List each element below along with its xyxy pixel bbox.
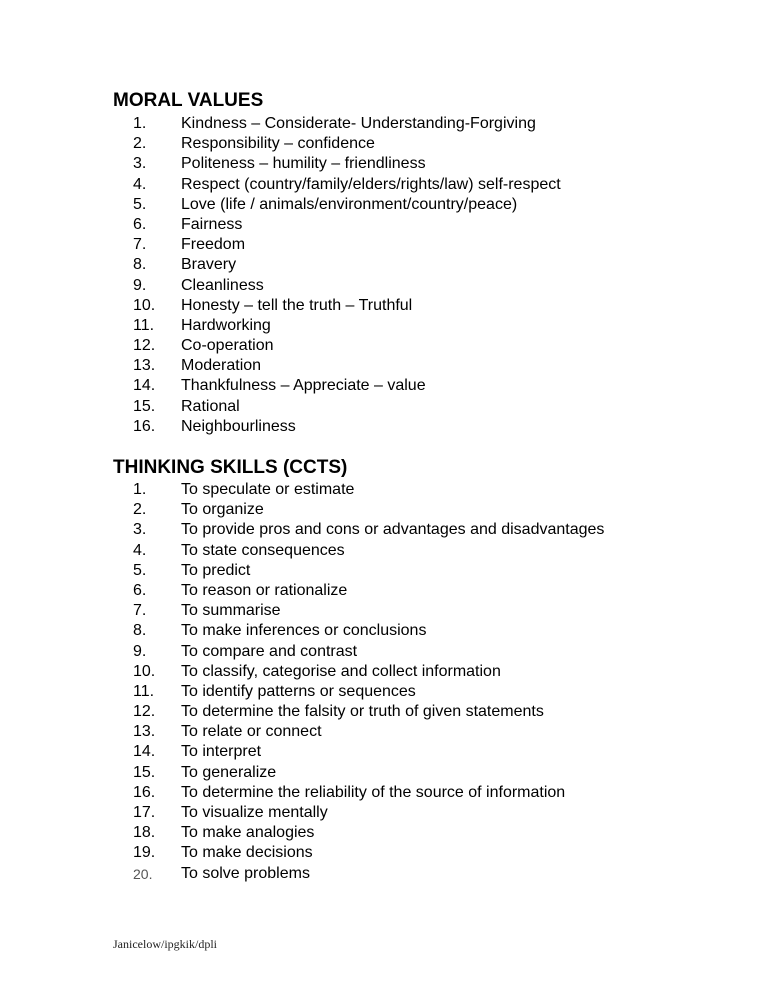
item-text: To identify patterns or sequences <box>181 682 416 700</box>
item-text: Kindness – Considerate- Understanding-Forgiving <box>181 115 536 132</box>
list-item <box>0 662 768 682</box>
item-number: 12. <box>133 337 156 355</box>
item-text: To speculate or estimate <box>181 481 355 498</box>
list-item <box>0 397 768 417</box>
list-item <box>0 682 768 702</box>
item-text: To solve problems <box>181 864 310 882</box>
item-number: 8. <box>133 256 147 274</box>
item-number: 9. <box>133 276 147 294</box>
footer-text: Janicelow/ipgkik/dpli <box>113 937 217 951</box>
item-number: 4. <box>133 541 147 559</box>
item-number: 14. <box>133 377 156 395</box>
item-text: To determine the reliability of the source of information <box>181 783 566 801</box>
item-number: 1. <box>133 481 147 498</box>
item-number: 19. <box>133 844 156 862</box>
item-number: 6. <box>133 581 147 599</box>
list-item <box>0 480 768 500</box>
item-text: To state consequences <box>181 541 345 559</box>
item-number: 12. <box>133 703 156 721</box>
item-number: 20. <box>133 865 153 882</box>
item-number: 9. <box>133 642 147 660</box>
list-item <box>0 134 768 154</box>
item-text: Fairness <box>181 215 243 233</box>
list-item <box>0 276 768 296</box>
item-number: 8. <box>133 622 147 640</box>
item-text: To relate or connect <box>181 723 322 741</box>
list-item <box>0 255 768 275</box>
list-item <box>0 175 768 195</box>
item-text: To classify, categorise and collect information <box>181 662 501 680</box>
list-item <box>0 215 768 235</box>
list-item <box>0 296 768 316</box>
list-item <box>0 114 768 134</box>
item-text: Thankfulness – Appreciate – value <box>181 377 426 395</box>
item-number: 18. <box>133 824 156 842</box>
list-item <box>0 417 768 437</box>
list-item <box>0 823 768 843</box>
item-text: To organize <box>181 501 264 519</box>
list-item <box>0 601 768 621</box>
item-number: 13. <box>133 357 156 375</box>
item-number: 7. <box>133 236 147 254</box>
item-number: 3. <box>133 155 147 173</box>
item-number: 16. <box>133 783 156 801</box>
item-text: To interpret <box>181 743 262 761</box>
item-number: 14. <box>133 743 156 761</box>
item-text: To make analogies <box>181 824 315 842</box>
item-text: Neighbourliness <box>181 417 296 435</box>
item-number: 7. <box>133 602 147 620</box>
item-number: 15. <box>133 763 156 781</box>
list-item <box>0 316 768 336</box>
item-number: 17. <box>133 804 156 821</box>
item-number: 10. <box>133 662 156 680</box>
item-text: Rational <box>181 397 240 415</box>
item-number: 2. <box>133 135 147 153</box>
list-item <box>0 561 768 581</box>
list-item <box>0 195 768 215</box>
item-number: 5. <box>133 561 147 579</box>
list-item <box>0 541 768 561</box>
list-item <box>0 621 768 641</box>
item-number: 16. <box>133 417 156 435</box>
list-item <box>0 702 768 722</box>
item-number: 15. <box>133 397 156 415</box>
list-item <box>0 356 768 376</box>
list-item <box>0 154 768 174</box>
moral-values-heading: MORAL VALUES <box>113 90 264 111</box>
item-text: Moderation <box>181 357 262 375</box>
item-text: Freedom <box>181 236 246 254</box>
item-text: To make inferences or conclusions <box>181 622 427 640</box>
list-item <box>0 336 768 356</box>
item-number: 10. <box>133 296 156 314</box>
item-number: 11. <box>133 682 155 700</box>
list-item <box>0 642 768 662</box>
item-number: 4. <box>133 175 147 193</box>
item-number: 1. <box>133 115 147 132</box>
item-text: To make decisions <box>181 844 313 862</box>
item-text: Co-operation <box>181 337 274 355</box>
item-text: To provide pros and cons or advantages and disadvantages <box>181 521 605 539</box>
item-number: 5. <box>133 195 147 213</box>
item-text: Respect (country/family/elders/rights/law) self-respect <box>181 175 561 193</box>
item-text: Bravery <box>181 256 237 274</box>
list-item <box>0 763 768 783</box>
list-item <box>0 235 768 255</box>
item-text: Love (life / animals/environment/country/peace) <box>181 195 518 213</box>
thinking-skills-heading: THINKING SKILLS (CCTS) <box>113 457 348 478</box>
list-item <box>0 843 768 863</box>
item-text: To compare and contrast <box>181 642 358 660</box>
item-text: Politeness – humility – friendliness <box>181 155 426 173</box>
list-item <box>0 376 768 396</box>
item-text: Responsibility – confidence <box>181 135 375 153</box>
list-item <box>0 783 768 803</box>
item-text: To predict <box>181 561 251 579</box>
item-text: Hardworking <box>181 316 271 334</box>
item-number: 3. <box>133 521 147 539</box>
item-text: To visualize mentally <box>181 804 328 821</box>
item-text: To determine the falsity or truth of given statements <box>181 703 544 721</box>
item-text: Cleanliness <box>181 276 264 294</box>
list-item <box>0 803 768 823</box>
item-number: 13. <box>133 723 156 741</box>
list-item <box>0 500 768 520</box>
item-number: 11. <box>133 316 155 334</box>
moral-values-list <box>0 114 768 437</box>
list-item <box>0 520 768 540</box>
list-item <box>0 864 768 884</box>
item-text: To reason or rationalize <box>181 581 348 599</box>
list-item <box>0 722 768 742</box>
thinking-skills-list <box>0 480 768 884</box>
item-number: 2. <box>133 501 147 519</box>
item-text: To generalize <box>181 763 277 781</box>
list-item <box>0 742 768 762</box>
list-item <box>0 581 768 601</box>
item-text: Honesty – tell the truth – Truthful <box>181 296 413 314</box>
item-text: To summarise <box>181 602 281 620</box>
item-number: 6. <box>133 215 147 233</box>
